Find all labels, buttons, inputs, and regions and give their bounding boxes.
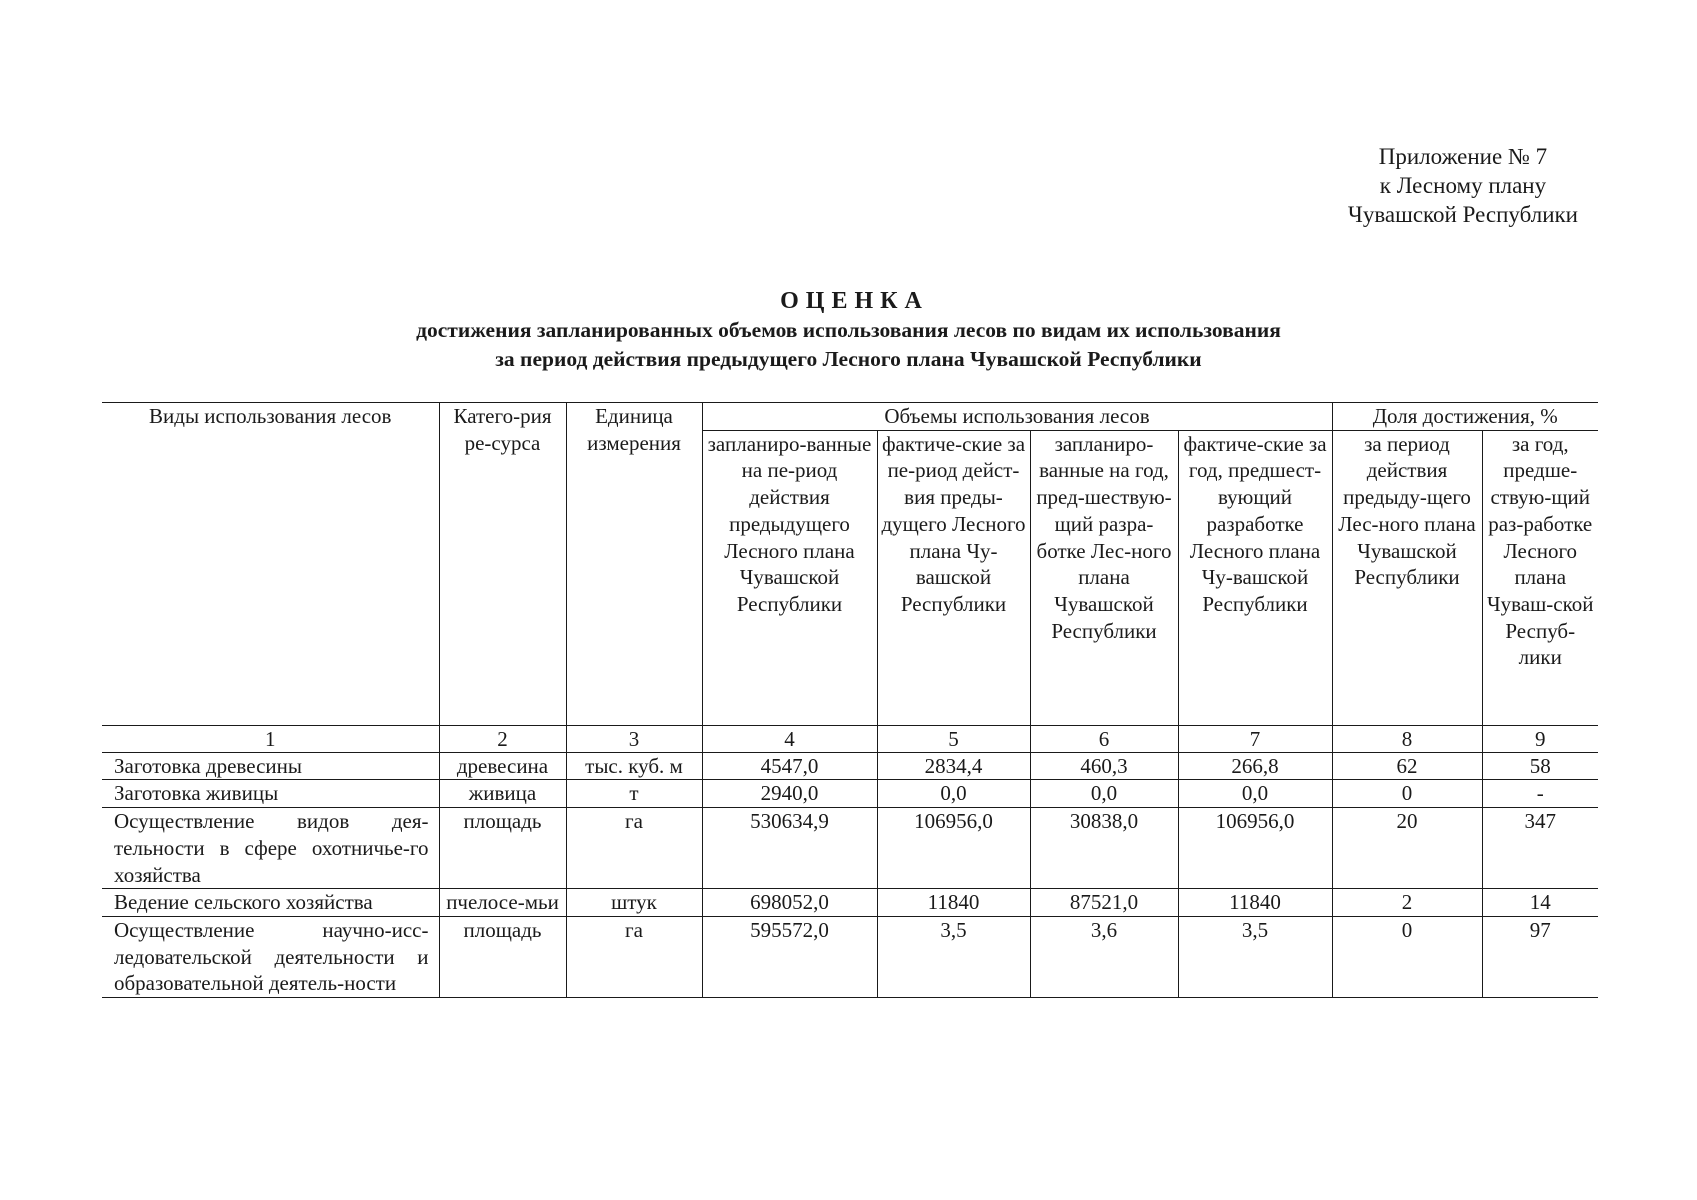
cell-actual-period: 106956,0 xyxy=(877,808,1030,889)
column-number: 2 xyxy=(439,725,566,752)
header-actual-year: фактиче-ские за год, предшест-вующий разработке Лесного плана Чу-вашской Республики xyxy=(1178,430,1332,725)
cell-actual-period: 3,5 xyxy=(877,916,1030,997)
cell-share-period: 62 xyxy=(1332,752,1482,780)
column-number: 1 xyxy=(102,725,439,752)
assessment-table xyxy=(102,402,1598,998)
cell-actual-year: 266,8 xyxy=(1178,752,1332,780)
header-unit: Единица измерения xyxy=(566,403,702,726)
cell-unit: т xyxy=(566,780,702,808)
cell-share-period: 20 xyxy=(1332,808,1482,889)
header-share-period: за период действия предыду-щего Лес-ного плана Чувашской Республики xyxy=(1332,430,1482,725)
cell-use-type: Заготовка живицы xyxy=(102,780,439,808)
cell-category: пчелосе-мьи xyxy=(439,889,566,917)
cell-planned-year: 87521,0 xyxy=(1030,889,1178,917)
header-forest-use-type: Виды использования лесов xyxy=(102,403,439,726)
cell-actual-period: 0,0 xyxy=(877,780,1030,808)
cell-planned-year: 3,6 xyxy=(1030,916,1178,997)
cell-unit: тыс. куб. м xyxy=(566,752,702,780)
cell-planned-period: 4547,0 xyxy=(702,752,877,780)
table-row xyxy=(102,916,1598,997)
column-number: 3 xyxy=(566,725,702,752)
cell-share-year: 58 xyxy=(1482,752,1598,780)
cell-actual-year: 11840 xyxy=(1178,889,1332,917)
appendix-line-1: Приложение № 7 xyxy=(1378,144,1548,169)
cell-unit: га xyxy=(566,916,702,997)
header-resource-category: Катего-рия ре-сурса xyxy=(439,403,566,726)
table-row xyxy=(102,752,1598,780)
cell-share-year: 14 xyxy=(1482,889,1598,917)
cell-use-type: Осуществление видов дея-тельности в сфере охотничье-го хозяйства xyxy=(102,808,439,889)
table-row xyxy=(102,889,1598,917)
cell-planned-period: 530634,9 xyxy=(702,808,877,889)
column-number: 9 xyxy=(1482,725,1598,752)
header-share-year: за год, предше-ствую-щий раз-работке Лесного плана Чуваш-ской Респуб-лики xyxy=(1482,430,1598,725)
appendix-line-2: к Лесному плану xyxy=(1379,173,1547,198)
cell-actual-year: 0,0 xyxy=(1178,780,1332,808)
header-actual-period: фактиче-ские за пе-риод дейст-вия преды-дущего Лесного плана Чу-вашской Республики xyxy=(877,430,1030,725)
table-row xyxy=(102,780,1598,808)
cell-planned-period: 698052,0 xyxy=(702,889,877,917)
cell-use-type: Ведение сельского хозяйства xyxy=(102,889,439,917)
header-group-volumes: Объемы использования лесов xyxy=(702,403,1332,431)
header-planned-period: запланиро-ванные на пе-риод действия предыдущего Лесного плана Чувашской Республики xyxy=(702,430,877,725)
cell-share-year: 347 xyxy=(1482,808,1598,889)
cell-planned-period: 595572,0 xyxy=(702,916,877,997)
cell-category: древесина xyxy=(439,752,566,780)
column-number: 4 xyxy=(702,725,877,752)
cell-share-period: 0 xyxy=(1332,916,1482,997)
cell-actual-year: 106956,0 xyxy=(1178,808,1332,889)
cell-actual-period: 11840 xyxy=(877,889,1030,917)
header-planned-year: запланиро-ванные на год, пред-шествую-щий разра-ботке Лес-ного плана Чувашской Республики xyxy=(1030,430,1178,725)
cell-planned-year: 0,0 xyxy=(1030,780,1178,808)
cell-actual-year: 3,5 xyxy=(1178,916,1332,997)
cell-category: площадь xyxy=(439,808,566,889)
cell-share-year: - xyxy=(1482,780,1598,808)
cell-unit: штук xyxy=(566,889,702,917)
cell-share-year: 97 xyxy=(1482,916,1598,997)
cell-planned-year: 30838,0 xyxy=(1030,808,1178,889)
column-number: 8 xyxy=(1332,725,1482,752)
appendix-line-3: Чувашской Республики xyxy=(1347,202,1578,227)
cell-use-type: Заготовка древесины xyxy=(102,752,439,780)
column-number: 6 xyxy=(1030,725,1178,752)
table-row xyxy=(102,808,1598,889)
cell-share-period: 0 xyxy=(1332,780,1482,808)
cell-use-type: Осуществление научно-исс-ледовательской деятельности и образовательной деятель-ности xyxy=(102,916,439,997)
title-subtitle-line-2: за период действия предыдущего Лесного плана Чувашской Республики xyxy=(495,347,1202,371)
title-subtitle-line-1: достижения запланированных объемов использования лесов по видам их использования xyxy=(416,318,1281,342)
header-group-share: Доля достижения, % xyxy=(1332,403,1598,431)
cell-actual-period: 2834,4 xyxy=(877,752,1030,780)
cell-planned-year: 460,3 xyxy=(1030,752,1178,780)
cell-category: живица xyxy=(439,780,566,808)
title-main: ОЦЕНКА xyxy=(780,288,929,314)
column-number-row xyxy=(102,725,1598,752)
appendix-note xyxy=(1348,142,1578,229)
cell-unit: га xyxy=(566,808,702,889)
cell-planned-period: 2940,0 xyxy=(702,780,877,808)
cell-category: площадь xyxy=(439,916,566,997)
column-number: 7 xyxy=(1178,725,1332,752)
cell-share-period: 2 xyxy=(1332,889,1482,917)
document-title xyxy=(0,286,1697,374)
column-number: 5 xyxy=(877,725,1030,752)
